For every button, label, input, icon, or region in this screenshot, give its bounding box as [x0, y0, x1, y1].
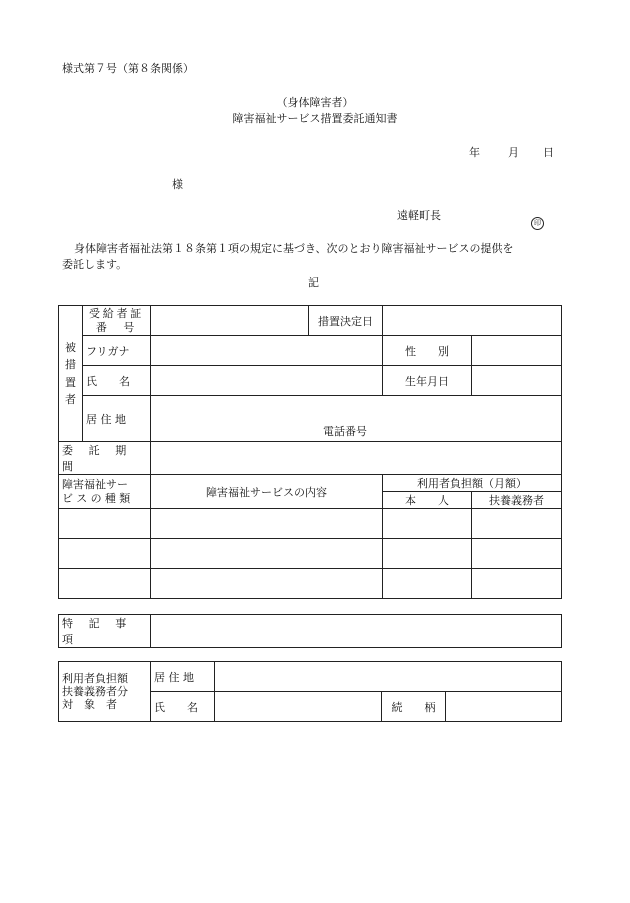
- guardian-target-label-3: 対 象 者: [62, 698, 117, 712]
- guardian-address-label: 居 住 地: [151, 662, 215, 692]
- guardian-relation-value[interactable]: [446, 692, 562, 722]
- recipient-no-label-cell: [83, 306, 151, 336]
- side-label-cell: [59, 306, 83, 442]
- service-content-row-1[interactable]: [151, 509, 383, 539]
- period-value[interactable]: [151, 442, 562, 475]
- birthdate-label: 生年月日: [383, 366, 472, 396]
- phone-label: 電話番号: [323, 425, 367, 438]
- guardian-address-value[interactable]: [215, 662, 562, 692]
- service-type-label-cell: [59, 475, 151, 509]
- issuer-name: 遠軽町長: [397, 209, 441, 222]
- self-burden-row-3[interactable]: [383, 569, 472, 599]
- guardian-table: [58, 661, 562, 722]
- seal-icon: 印: [531, 217, 544, 230]
- name-value[interactable]: [151, 366, 383, 396]
- service-type-label-2: ビスの種類: [62, 491, 134, 505]
- name-label: 氏 名: [83, 366, 151, 396]
- furigana-label: フリガナ: [83, 336, 151, 366]
- self-label: 本 人: [383, 492, 472, 509]
- form-number: 様式第７号（第８条関係）: [62, 62, 194, 75]
- guardian-target-label-cell: [59, 662, 151, 722]
- birthdate-value[interactable]: [472, 366, 562, 396]
- decision-date-label: 措置決定日: [309, 306, 383, 336]
- side-label: 被措置者: [65, 341, 76, 406]
- guardian-name-label: 氏 名: [151, 692, 215, 722]
- gender-label: 性 別: [383, 336, 472, 366]
- address-value[interactable]: [151, 396, 562, 442]
- date-year-label: 年: [469, 146, 480, 159]
- document-subtitle: （身体障害者）: [276, 96, 354, 109]
- notes-label: 特 記 事 項: [59, 615, 151, 648]
- ki-label: 記: [308, 276, 319, 289]
- seal-mark: [531, 210, 544, 230]
- recipient-no-boxes[interactable]: [151, 306, 309, 336]
- guardian-target-label-1: 利用者負担額: [62, 671, 128, 685]
- gender-value[interactable]: [472, 336, 562, 366]
- period-label: 委 託 期 間: [59, 442, 151, 475]
- body-text-line-1: 身体障害者福祉法第１８条第１項の規定に基づき、次のとおり障害福祉サービスの提供を: [74, 242, 514, 255]
- notes-table: [58, 614, 562, 648]
- furigana-value[interactable]: [151, 336, 383, 366]
- recipient-table: [58, 305, 562, 599]
- body-text-line-2: 委託します。: [62, 258, 128, 271]
- service-content-label: 障害福祉サービスの内容: [151, 475, 383, 509]
- address-label: 居 住 地: [83, 396, 151, 442]
- addressee-suffix: 様: [172, 178, 183, 191]
- guardian-target-label-2: 扶養義務者分: [62, 684, 128, 698]
- document-title: 障害福祉サービス措置委託通知書: [232, 112, 398, 125]
- service-type-row-1[interactable]: [59, 509, 151, 539]
- service-content-row-2[interactable]: [151, 539, 383, 569]
- notes-value[interactable]: [151, 615, 562, 648]
- service-type-row-2[interactable]: [59, 539, 151, 569]
- guardian-name-value[interactable]: [215, 692, 382, 722]
- guardian-label: 扶養義務者: [472, 492, 562, 509]
- recipient-no-label-1: 受給者証: [89, 307, 144, 321]
- date-month-label: 月: [508, 146, 519, 159]
- burden-label: 利用者負担額（月額）: [383, 475, 562, 492]
- recipient-no-label-2: 番 号: [95, 320, 138, 334]
- service-type-row-3[interactable]: [59, 569, 151, 599]
- guardian-burden-row-3[interactable]: [472, 569, 562, 599]
- service-type-label-1: 障害福祉サー: [62, 478, 128, 492]
- self-burden-row-1[interactable]: [383, 509, 472, 539]
- guardian-burden-row-1[interactable]: [472, 509, 562, 539]
- guardian-burden-row-2[interactable]: [472, 539, 562, 569]
- date-day-label: 日: [543, 146, 554, 159]
- service-content-row-3[interactable]: [151, 569, 383, 599]
- decision-date-value[interactable]: [383, 306, 562, 336]
- self-burden-row-2[interactable]: [383, 539, 472, 569]
- guardian-relation-label: 続 柄: [382, 692, 446, 722]
